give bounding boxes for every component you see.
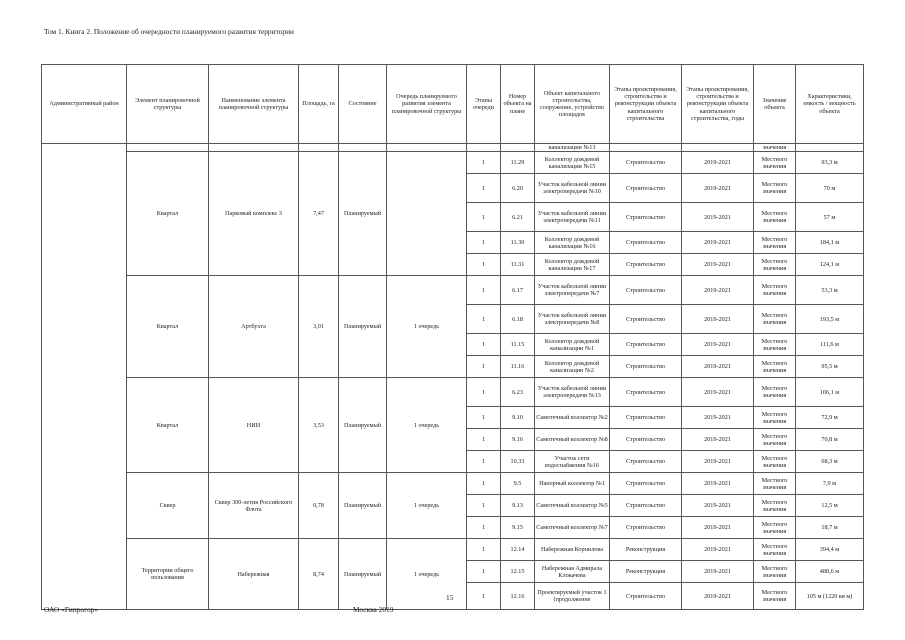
cell-value: Местного значения bbox=[754, 495, 796, 517]
cell-capacity: 93,3 м bbox=[796, 152, 864, 174]
cell-work-stage: Строительство bbox=[610, 174, 682, 203]
cell-element: Территории общего пользования bbox=[127, 539, 209, 610]
cell-years: 2019-2021 bbox=[682, 473, 754, 495]
cell-capacity: 105 м (1220 кв м) bbox=[796, 583, 864, 610]
cell-years: 2019-2021 bbox=[682, 356, 754, 378]
cell-work-stage: Строительство bbox=[610, 305, 682, 334]
cell-work-stage: Строительство bbox=[610, 334, 682, 356]
cell-object: Коллектор дождевой канализации №16 bbox=[535, 232, 610, 254]
cell-work-stage: Реконструкция bbox=[610, 561, 682, 583]
cell-object-number: 9.13 bbox=[501, 495, 535, 517]
cell-value: Местного значения bbox=[754, 539, 796, 561]
cell-object: Набережная Корнилова bbox=[535, 539, 610, 561]
cell-element-name: Парковый комплекс 3 bbox=[209, 152, 299, 276]
cell-object: Самотечный коллектор №2 bbox=[535, 407, 610, 429]
header-capacity: Характеристики, емкость / мощность объекта bbox=[796, 65, 864, 144]
cell-object-number: 6.23 bbox=[501, 378, 535, 407]
header-district: Административный район bbox=[42, 65, 127, 144]
cell-capacity: 68,3 м bbox=[796, 451, 864, 473]
cell-stage: 1 bbox=[467, 517, 501, 539]
cell-capacity: 7,9 м bbox=[796, 473, 864, 495]
header-stage: Этапы очереди bbox=[467, 65, 501, 144]
cell-state: Планируемый bbox=[339, 378, 387, 473]
cell-stage: 1 bbox=[467, 495, 501, 517]
cell-object-number bbox=[501, 144, 535, 152]
cell-value: Местного значения bbox=[754, 152, 796, 174]
cell-years: 2019-2021 bbox=[682, 517, 754, 539]
cell-stage: 1 bbox=[467, 561, 501, 583]
cell-years: 2019-2021 bbox=[682, 451, 754, 473]
cell-object-number: 6.21 bbox=[501, 203, 535, 232]
cell-capacity: 70,8 м bbox=[796, 429, 864, 451]
footer-organization: ОАО «Гипрогор» bbox=[44, 605, 99, 614]
header-element-name: Наименование элемента планировочной структуры bbox=[209, 65, 299, 144]
cell-object-number: 12.15 bbox=[501, 561, 535, 583]
cell-area: 3,01 bbox=[299, 276, 339, 378]
cell-element-name: Артбухта bbox=[209, 276, 299, 378]
cell-element: Сквер bbox=[127, 473, 209, 539]
cell-work-stage: Строительство bbox=[610, 276, 682, 305]
cell-value: Местного значения bbox=[754, 232, 796, 254]
cell-stage: 1 bbox=[467, 276, 501, 305]
cell-object-number: 9.5 bbox=[501, 473, 535, 495]
cell-object-number: 9.10 bbox=[501, 407, 535, 429]
cell-object: Самотечный коллектор №8 bbox=[535, 429, 610, 451]
cell-object-number: 11.15 bbox=[501, 334, 535, 356]
cell-object: Участок кабельной линии электропередачи №10 bbox=[535, 174, 610, 203]
cell-object: Коллектор дождевой канализации №15 bbox=[535, 152, 610, 174]
cell-value: значения bbox=[754, 144, 796, 152]
cell-years: 2019-2021 bbox=[682, 407, 754, 429]
cell-capacity: 488,6 м bbox=[796, 561, 864, 583]
cell-object-number: 9.15 bbox=[501, 517, 535, 539]
cell-years: 2019-2021 bbox=[682, 152, 754, 174]
cell-district bbox=[42, 144, 127, 610]
cell-work-stage: Строительство bbox=[610, 203, 682, 232]
cell-stage: 1 bbox=[467, 473, 501, 495]
cell-element: Квартал bbox=[127, 152, 209, 276]
cell-object: Коллектор дождевой канализации №17 bbox=[535, 254, 610, 276]
cell-queue: 1 очередь bbox=[387, 378, 467, 473]
cell-object-number: 11.16 bbox=[501, 356, 535, 378]
cell-stage: 1 bbox=[467, 539, 501, 561]
cell-object: Участок сети водоснабжения №16 bbox=[535, 451, 610, 473]
document-title: Том 1. Книга 2. Положение об очередности планируемого развития территории bbox=[44, 27, 295, 36]
cell-value: Местного значения bbox=[754, 305, 796, 334]
cell-years: 2019-2021 bbox=[682, 561, 754, 583]
table-row bbox=[42, 473, 864, 495]
cell-value: Местного значения bbox=[754, 429, 796, 451]
cell-work-stage: Строительство bbox=[610, 356, 682, 378]
cell-object-number: 10.33 bbox=[501, 451, 535, 473]
cell-queue: 1 очередь bbox=[387, 276, 467, 378]
cell-object: канализации №13 bbox=[535, 144, 610, 152]
cell-years: 2019-2021 bbox=[682, 203, 754, 232]
cell-years: 2019-2021 bbox=[682, 276, 754, 305]
header-area: Площадь, га bbox=[299, 65, 339, 144]
header-object-number: Номер объекта на плане bbox=[501, 65, 535, 144]
cell-years: 2019-2021 bbox=[682, 174, 754, 203]
cell-years: 2019-2021 bbox=[682, 254, 754, 276]
cell-years: 2019-2021 bbox=[682, 378, 754, 407]
cell-area: 8,74 bbox=[299, 539, 339, 610]
cell-capacity: 111,6 м bbox=[796, 334, 864, 356]
queue-table bbox=[41, 64, 864, 610]
queue-table-container bbox=[41, 64, 863, 610]
cell-value: Местного значения bbox=[754, 561, 796, 583]
cell-stage: 1 bbox=[467, 152, 501, 174]
cell-area: 3,53 bbox=[299, 378, 339, 473]
cell-object-number: 12.14 bbox=[501, 539, 535, 561]
table-row bbox=[42, 152, 864, 174]
cell-object-number: 6.18 bbox=[501, 305, 535, 334]
cell-queue bbox=[387, 144, 467, 152]
cell-area bbox=[299, 144, 339, 152]
cell-element-name: Набережная bbox=[209, 539, 299, 610]
cell-state: Планируемый bbox=[339, 152, 387, 276]
cell-element bbox=[127, 144, 209, 152]
cell-object: Участок кабельной линии электропередачи №11 bbox=[535, 203, 610, 232]
cell-object-number: 12.16 bbox=[501, 583, 535, 610]
cell-work-stage bbox=[610, 144, 682, 152]
cell-value: Местного значения bbox=[754, 517, 796, 539]
cell-value: Местного значения bbox=[754, 356, 796, 378]
cell-capacity: 124,1 м bbox=[796, 254, 864, 276]
cell-value: Местного значения bbox=[754, 451, 796, 473]
cell-stage: 1 bbox=[467, 378, 501, 407]
cell-object: Самотечный коллектор №5 bbox=[535, 495, 610, 517]
cell-stage: 1 bbox=[467, 254, 501, 276]
cell-object-number: 9.16 bbox=[501, 429, 535, 451]
header-work-stage: Этапы проектирования, строительства и реконструкции объекта капитального строительства bbox=[610, 65, 682, 144]
cell-object-number: 11.31 bbox=[501, 254, 535, 276]
cell-value: Местного значения bbox=[754, 473, 796, 495]
cell-stage bbox=[467, 144, 501, 152]
cell-capacity: 53,3 м bbox=[796, 276, 864, 305]
cell-capacity: 70 м bbox=[796, 174, 864, 203]
cell-work-stage: Строительство bbox=[610, 495, 682, 517]
cell-work-stage: Строительство bbox=[610, 232, 682, 254]
cell-value: Местного значения bbox=[754, 334, 796, 356]
cell-work-stage: Строительство bbox=[610, 378, 682, 407]
table-row bbox=[42, 539, 864, 561]
cell-element: Квартал bbox=[127, 378, 209, 473]
cell-stage: 1 bbox=[467, 232, 501, 254]
cell-work-stage: Реконструкция bbox=[610, 539, 682, 561]
cell-capacity: 106,1 м bbox=[796, 378, 864, 407]
cell-work-stage: Строительство bbox=[610, 473, 682, 495]
cell-years: 2019-2021 bbox=[682, 495, 754, 517]
cell-element-name: Сквер 300-летия Российского Флота bbox=[209, 473, 299, 539]
cell-stage: 1 bbox=[467, 583, 501, 610]
cell-years bbox=[682, 144, 754, 152]
page-number: 15 bbox=[446, 593, 454, 602]
cell-stage: 1 bbox=[467, 429, 501, 451]
cell-stage: 1 bbox=[467, 407, 501, 429]
cell-work-stage: Строительство bbox=[610, 451, 682, 473]
cell-value: Местного значения bbox=[754, 174, 796, 203]
cell-capacity bbox=[796, 144, 864, 152]
header-years: Этапы проектирования, строительства и реконструкции объекта капитального строительства, годы bbox=[682, 65, 754, 144]
cell-state: Планируемый bbox=[339, 539, 387, 610]
cell-element-name: НИИ bbox=[209, 378, 299, 473]
cell-capacity: 394,4 м bbox=[796, 539, 864, 561]
table-body bbox=[42, 144, 864, 610]
cell-element: Квартал bbox=[127, 276, 209, 378]
cell-capacity: 184,1 м bbox=[796, 232, 864, 254]
cell-stage: 1 bbox=[467, 451, 501, 473]
cell-object: Участок кабельной линии электропередачи №13 bbox=[535, 378, 610, 407]
cell-stage: 1 bbox=[467, 356, 501, 378]
cell-element-name bbox=[209, 144, 299, 152]
cell-object: Самотечный коллектор №7 bbox=[535, 517, 610, 539]
table-row bbox=[42, 378, 864, 407]
cell-object: Набережная Адмирала Клокачева bbox=[535, 561, 610, 583]
cell-work-stage: Строительство bbox=[610, 254, 682, 276]
cell-years: 2019-2021 bbox=[682, 305, 754, 334]
cell-capacity: 18,7 м bbox=[796, 517, 864, 539]
cell-state bbox=[339, 144, 387, 152]
cell-work-stage: Строительство bbox=[610, 429, 682, 451]
cell-capacity: 72,9 м bbox=[796, 407, 864, 429]
cell-value: Местного значения bbox=[754, 378, 796, 407]
cell-object-number: 11.30 bbox=[501, 232, 535, 254]
cell-work-stage: Строительство bbox=[610, 583, 682, 610]
cell-area: 7,47 bbox=[299, 152, 339, 276]
cell-capacity: 95,5 м bbox=[796, 356, 864, 378]
cell-state: Планируемый bbox=[339, 276, 387, 378]
cell-object: Коллектор дождевой канализации №2 bbox=[535, 356, 610, 378]
cell-years: 2019-2021 bbox=[682, 334, 754, 356]
cell-queue: 1 очередь bbox=[387, 473, 467, 539]
cell-value: Местного значения bbox=[754, 583, 796, 610]
cell-value: Местного значения bbox=[754, 276, 796, 305]
cell-state: Планируемый bbox=[339, 473, 387, 539]
cell-object-number: 6.20 bbox=[501, 174, 535, 203]
cell-work-stage: Строительство bbox=[610, 407, 682, 429]
cell-stage: 1 bbox=[467, 305, 501, 334]
cell-capacity: 57 м bbox=[796, 203, 864, 232]
cell-capacity: 193,5 м bbox=[796, 305, 864, 334]
cell-capacity: 12,5 м bbox=[796, 495, 864, 517]
cell-work-stage: Строительство bbox=[610, 517, 682, 539]
cell-object: Проектируемый участок 1 (продолжение bbox=[535, 583, 610, 610]
cell-object-number: 6.17 bbox=[501, 276, 535, 305]
header-value: Значение объекта bbox=[754, 65, 796, 144]
cell-value: Местного значения bbox=[754, 407, 796, 429]
cell-object-number: 11.29 bbox=[501, 152, 535, 174]
cell-stage: 1 bbox=[467, 334, 501, 356]
cell-years: 2019-2021 bbox=[682, 429, 754, 451]
table-row bbox=[42, 276, 864, 305]
cell-years: 2019-2021 bbox=[682, 539, 754, 561]
cell-value: Местного значения bbox=[754, 254, 796, 276]
cell-object: Напорный коллектор №1 bbox=[535, 473, 610, 495]
cell-object: Коллектор дождевой канализации №1 bbox=[535, 334, 610, 356]
cell-queue: 1 очередь bbox=[387, 539, 467, 610]
table-row bbox=[42, 144, 864, 152]
header-object: Объект капитального строительства, сооружение, устройство площадок bbox=[535, 65, 610, 144]
cell-object: Участок кабельной линии электропередачи №7 bbox=[535, 276, 610, 305]
cell-queue bbox=[387, 152, 467, 276]
header-queue: Очередь планируемого развития элемента планировочной структуры bbox=[387, 65, 467, 144]
cell-value: Местного значения bbox=[754, 203, 796, 232]
cell-object: Участок кабельной линии электропередачи №8 bbox=[535, 305, 610, 334]
header-state: Состояние bbox=[339, 65, 387, 144]
cell-stage: 1 bbox=[467, 174, 501, 203]
cell-work-stage: Строительство bbox=[610, 152, 682, 174]
table-header-row bbox=[42, 65, 864, 144]
cell-stage: 1 bbox=[467, 203, 501, 232]
header-element: Элемент планировочной структуры bbox=[127, 65, 209, 144]
cell-years: 2019-2021 bbox=[682, 583, 754, 610]
cell-area: 0,78 bbox=[299, 473, 339, 539]
footer-city-year: Москва 2019 bbox=[353, 605, 394, 614]
cell-years: 2019-2021 bbox=[682, 232, 754, 254]
